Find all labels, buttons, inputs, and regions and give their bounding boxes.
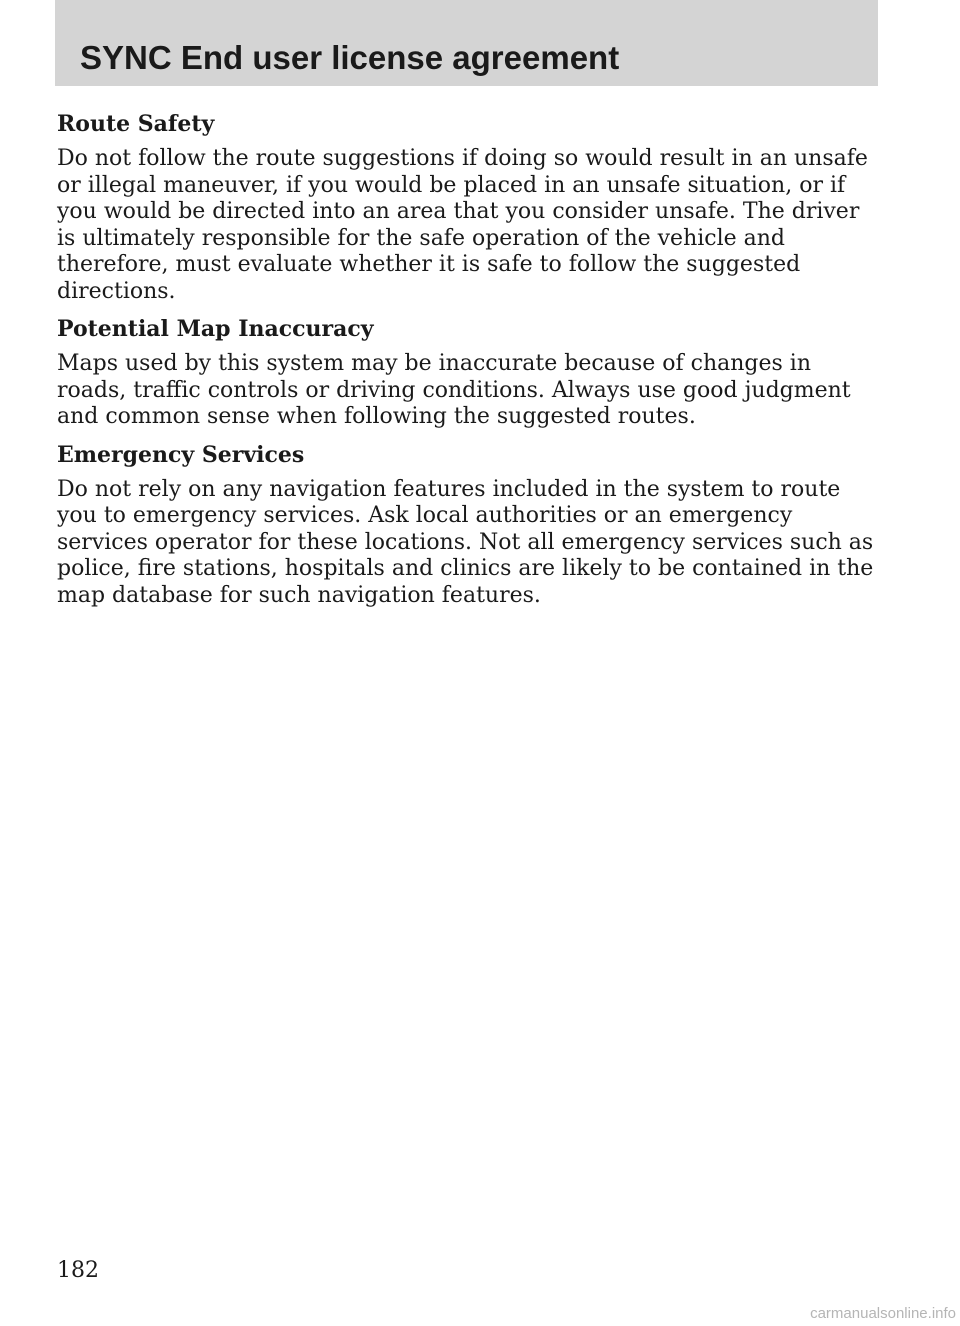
page-number: 182 <box>57 1258 99 1283</box>
document-content <box>57 110 887 619</box>
text-line: therefore, must evaluate whether it is safe to follow the suggested <box>57 252 801 277</box>
text-line: you to emergency services. Ask local authorities or an emergency <box>57 503 793 528</box>
section-body <box>57 477 887 610</box>
text-line: Do not follow the route suggestions if doing so would result in an unsafe <box>57 146 868 171</box>
section-heading: Route Safety <box>57 111 215 137</box>
page-title: SYNC End user license agreement <box>80 39 620 76</box>
text-line: map database for such navigation features. <box>57 582 541 608</box>
text-line: police, fire stations, hospitals and clinics are likely to be contained in the <box>57 556 874 581</box>
section-heading: Emergency Services <box>57 441 305 468</box>
section-body <box>57 351 887 431</box>
section-body <box>57 146 887 305</box>
text-line: Do not rely on any navigation features included in the system to route <box>57 476 841 502</box>
section-route-safety <box>57 110 887 305</box>
text-line: is ultimately responsible for the safe operation of the vehicle and <box>57 225 786 251</box>
text-line: roads, traffic controls or driving conditions. Always use good judgment <box>57 377 851 403</box>
section-emergency-services <box>57 441 887 610</box>
section-potential-map-inaccuracy <box>57 315 887 431</box>
text-line: or illegal maneuver, if you would be placed in an unsafe situation, or if <box>57 172 846 198</box>
section-heading: Potential Map Inaccuracy <box>57 316 374 342</box>
watermark: carmanualsonline.info <box>810 1305 956 1322</box>
text-line: directions. <box>57 278 176 304</box>
text-line: and common sense when following the suggested routes. <box>57 404 696 429</box>
text-line: services operator for these locations. Not all emergency services such as <box>57 529 874 555</box>
header-band <box>55 0 878 86</box>
text-line: Maps used by this system may be inaccurate because of changes in <box>57 351 811 376</box>
text-line: you would be directed into an area that you consider unsafe. The driver <box>57 199 860 224</box>
